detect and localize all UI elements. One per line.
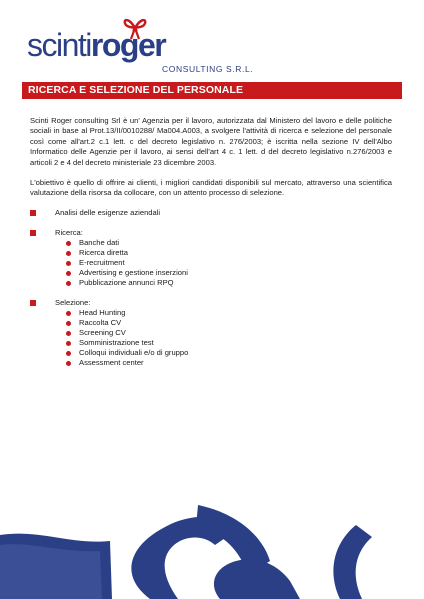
list-item: Assessment center	[66, 358, 188, 368]
red-dot-bullet-icon	[66, 341, 71, 346]
red-dot-bullet-icon	[66, 281, 71, 286]
selezione-list	[66, 308, 188, 368]
intro-text	[30, 116, 392, 199]
list-item: E-recruitment	[66, 258, 188, 268]
red-square-bullet-icon	[30, 230, 36, 236]
company-logo	[27, 14, 257, 74]
logo-word-roger: roger	[90, 27, 166, 63]
red-dot-bullet-icon	[66, 311, 71, 316]
red-dot-bullet-icon	[66, 331, 71, 336]
section-banner	[22, 82, 402, 99]
list-item: Head Hunting	[66, 308, 188, 318]
red-dot-bullet-icon	[66, 361, 71, 366]
list-item: Banche dati	[66, 238, 188, 248]
section-label: Analisi delle esigenze aziendali	[55, 208, 161, 217]
decorative-footer-graphic	[0, 505, 424, 599]
list-item: Pubblicazione annunci RPQ	[66, 278, 188, 288]
red-dot-bullet-icon	[66, 271, 71, 276]
red-square-bullet-icon	[30, 300, 36, 306]
red-dot-bullet-icon	[66, 241, 71, 246]
logo-subtitle: CONSULTING S.R.L.	[162, 64, 254, 74]
red-dot-bullet-icon	[66, 251, 71, 256]
red-dot-bullet-icon	[66, 321, 71, 326]
ricerca-list	[66, 238, 188, 288]
list-item: Raccolta CV	[66, 318, 188, 328]
list-item: Screening CV	[66, 328, 188, 338]
objective-paragraph: L'obiettivo è quello di offrire ai clienti, i migliori candidati disponibili sul mercato, attraverso una scientifica valutazione della risorsa da collocare, con un attento processo di selezione.	[30, 178, 392, 198]
list-item: Advertising e gestione inserzioni	[66, 268, 188, 278]
list-item: Colloqui individuali e/o di gruppo	[66, 348, 188, 358]
logo-wordmark	[27, 28, 165, 62]
intro-paragraph: Scinti Roger consulting Srl è un' Agenzia per il lavoro, autorizzata dal Ministero del lavoro e delle politiche sociali in base al Prot.13/II/0010288/ Ma004.A003, a svolgere l'attività di ricerca e selezione del personale così come all'art.2 c.1 lett. c del decreto legislativo n. 276/2003; è iscritta nella sezione IV dell'Albo Informatico delle Agenzie per il lavoro, ai sensi dell'art 4 c. 1 lett. d del decreto legislativo n.276/2003 e articoli 2 e 4 del decreto ministeriale 23 dicembre 2003.	[30, 116, 392, 167]
red-square-bullet-icon	[30, 210, 36, 216]
section-label: Ricerca:	[55, 228, 83, 237]
red-dot-bullet-icon	[66, 351, 71, 356]
red-dot-bullet-icon	[66, 261, 71, 266]
list-item: Ricerca diretta	[66, 248, 188, 258]
section-label: Selezione:	[55, 298, 91, 307]
list-item: Somministrazione test	[66, 338, 188, 348]
logo-word-scinti: scinti	[27, 27, 91, 63]
section-title: RICERCA E SELEZIONE DEL PERSONALE	[28, 84, 244, 96]
